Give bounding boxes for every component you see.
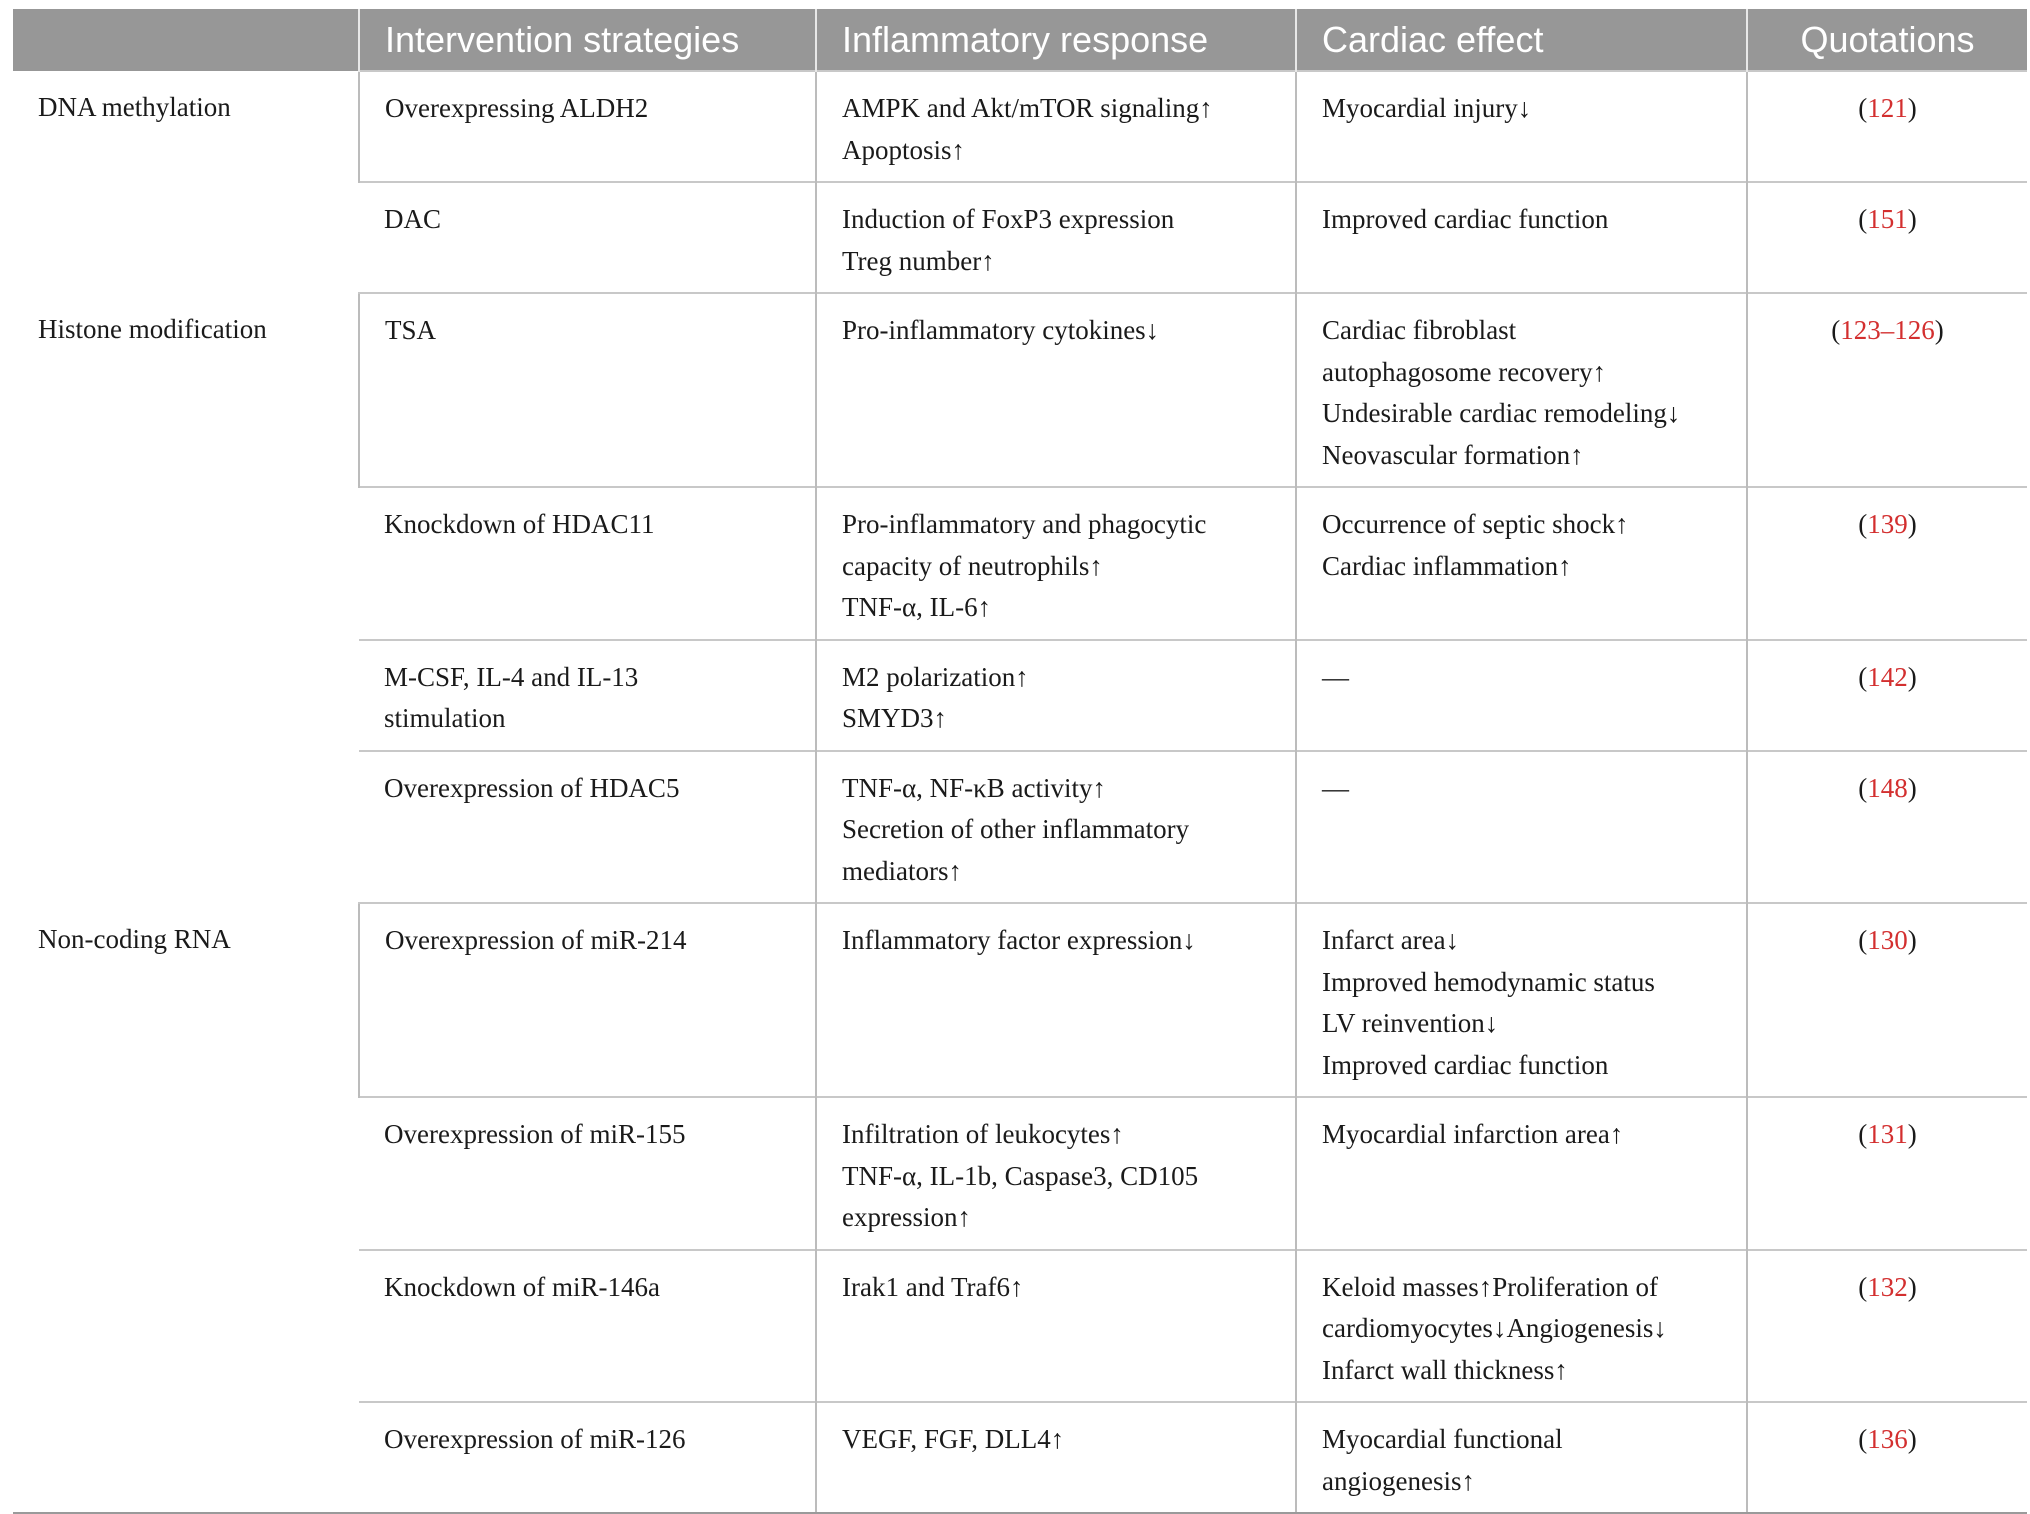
cardiac-line: Myocardial injury↓: [1322, 93, 1532, 123]
quotation-cell: [1747, 640, 2027, 751]
cardiac-cell: [1296, 903, 1747, 1097]
cardiac-line: Occurrence of septic shock↑: [1322, 509, 1629, 539]
inflammatory-line: Secretion of other inflammatory: [842, 814, 1190, 844]
category-cell: [13, 71, 359, 293]
inflammatory-line: Pro-inflammatory and phagocytic: [842, 509, 1207, 539]
strategy-cell: [359, 71, 816, 182]
inflammatory-cell: [816, 640, 1296, 751]
cardiac-cell: [1296, 751, 1747, 904]
quotation-cell: [1747, 751, 2027, 904]
inflammatory-cell: [816, 1402, 1296, 1512]
cardiac-cell: [1296, 640, 1747, 751]
cardiac-cell: [1296, 1097, 1747, 1250]
quotation-cell: [1747, 1402, 2027, 1512]
paren-close: ): [1907, 1424, 1917, 1454]
inflammatory-line: mediators↑: [842, 855, 962, 886]
reference-link[interactable]: 139: [1867, 509, 1908, 539]
inflammatory-line: Pro-inflammatory cytokines↓: [842, 315, 1160, 345]
inflammatory-cell: [816, 751, 1296, 904]
intervention-table: [13, 9, 2027, 1512]
strategy-line: M-CSF, IL-4 and IL-13: [384, 661, 639, 692]
reference-link[interactable]: 151: [1867, 204, 1908, 234]
quotation-cell: [1747, 293, 2027, 487]
header-cardiac-effect: Cardiac effect: [1296, 9, 1747, 71]
inflammatory-line: TNF-α, IL-6↑: [842, 592, 992, 622]
table-row: [13, 71, 2027, 182]
strategy-line: Knockdown of miR-146a: [384, 1271, 660, 1302]
paren-open: (: [1858, 204, 1868, 234]
cardiac-cell: [1296, 1250, 1747, 1403]
cardiac-cell: [1296, 293, 1747, 487]
cardiac-line: angiogenesis↑: [1322, 1465, 1475, 1496]
inflammatory-line: AMPK and Akt/mTOR signaling↑: [842, 93, 1213, 123]
reference-link[interactable]: 136: [1867, 1424, 1908, 1454]
reference-link[interactable]: 121: [1867, 93, 1908, 123]
cardiac-line: autophagosome recovery↑: [1322, 356, 1607, 387]
inflammatory-cell: [816, 487, 1296, 640]
cardiac-line: Undesirable cardiac remodeling↓: [1322, 398, 1681, 428]
quotation-cell: [1747, 1097, 2027, 1250]
paren-open: (: [1858, 509, 1868, 539]
header-category: [13, 9, 359, 71]
cardiac-line: Neovascular formation↑: [1322, 439, 1584, 470]
cardiac-line: Cardiac fibroblast: [1322, 315, 1517, 345]
cardiac-line: Myocardial functional: [1322, 1424, 1563, 1454]
cardiac-line: cardiomyocytes↓Angiogenesis↓: [1322, 1313, 1667, 1343]
category-label: DNA methylation: [38, 92, 231, 122]
header-inflammatory-response: Inflammatory response: [816, 9, 1296, 71]
inflammatory-line: capacity of neutrophils↑: [842, 550, 1103, 581]
paren-close: ): [1907, 204, 1917, 234]
strategy-cell: [359, 751, 816, 904]
strategy-line: TSA: [385, 315, 437, 345]
inflammatory-line: expression↑: [842, 1202, 971, 1232]
reference-link[interactable]: 130: [1867, 925, 1908, 955]
data-table-container: [13, 9, 2027, 1514]
strategy-line: Overexpression of HDAC5: [384, 772, 680, 803]
cardiac-line: Improved hemodynamic status: [1322, 966, 1655, 997]
inflammatory-line: Infiltration of leukocytes↑: [842, 1119, 1124, 1149]
paren-close: ): [1907, 925, 1917, 955]
inflammatory-line: Irak1 and Traf6↑: [842, 1271, 1024, 1302]
strategy-cell: [359, 1097, 816, 1250]
strategy-line: Overexpressing ALDH2: [385, 93, 649, 123]
paren-close: ): [1907, 509, 1917, 539]
category-cell: [13, 903, 359, 1512]
paren-open: (: [1858, 772, 1868, 803]
header-quotations: Quotations: [1747, 9, 2027, 71]
cardiac-line: Infarct wall thickness↑: [1322, 1354, 1568, 1385]
strategy-cell: [359, 903, 816, 1097]
paren-open: (: [1858, 93, 1868, 123]
table-header-row: [13, 9, 2027, 71]
cardiac-line: Improved cardiac function: [1322, 1049, 1609, 1080]
inflammatory-line: VEGF, FGF, DLL4↑: [842, 1424, 1065, 1454]
inflammatory-line: M2 polarization↑: [842, 661, 1029, 692]
strategy-cell: [359, 1250, 816, 1403]
cardiac-line: Myocardial infarction area↑: [1322, 1119, 1624, 1149]
cardiac-line: —: [1322, 772, 1349, 803]
inflammatory-cell: [816, 293, 1296, 487]
strategy-cell: [359, 640, 816, 751]
inflammatory-line: TNF-α, IL-1b, Caspase3, CD105: [842, 1160, 1199, 1191]
paren-close: ): [1934, 315, 1944, 345]
inflammatory-cell: [816, 903, 1296, 1097]
reference-link[interactable]: 148: [1867, 772, 1908, 803]
strategy-cell: [359, 293, 816, 487]
cardiac-cell: [1296, 71, 1747, 182]
paren-close: ): [1907, 1271, 1917, 1302]
quotation-cell: [1747, 182, 2027, 293]
table-row: [13, 903, 2027, 1097]
strategy-cell: [359, 1402, 816, 1512]
cardiac-line: —: [1322, 661, 1349, 692]
quotation-cell: [1747, 487, 2027, 640]
reference-link[interactable]: 131: [1867, 1119, 1908, 1149]
cardiac-line: Keloid masses↑Proliferation of: [1322, 1271, 1658, 1302]
reference-link[interactable]: 123–126: [1840, 315, 1935, 345]
strategy-line: DAC: [384, 204, 442, 234]
quotation-cell: [1747, 903, 2027, 1097]
cardiac-line: Improved cardiac function: [1322, 204, 1609, 234]
inflammatory-line: Apoptosis↑: [842, 134, 966, 165]
category-label: Non-coding RNA: [38, 924, 231, 954]
inflammatory-cell: [816, 1097, 1296, 1250]
table-row: [13, 293, 2027, 487]
paren-open: (: [1858, 1271, 1868, 1302]
strategy-line: Overexpression of miR-155: [384, 1119, 686, 1149]
inflammatory-line: Induction of FoxP3 expression: [842, 204, 1175, 234]
paren-close: ): [1907, 1119, 1917, 1149]
cardiac-line: LV reinvention↓: [1322, 1008, 1499, 1038]
cardiac-line: Cardiac inflammation↑: [1322, 550, 1572, 581]
quotation-cell: [1747, 1250, 2027, 1403]
paren-open: (: [1858, 1424, 1868, 1454]
inflammatory-cell: [816, 71, 1296, 182]
cardiac-cell: [1296, 182, 1747, 293]
strategy-cell: [359, 182, 816, 293]
paren-open: (: [1858, 925, 1868, 955]
inflammatory-line: SMYD3↑: [842, 703, 948, 733]
paren-close: ): [1907, 661, 1917, 692]
reference-link[interactable]: 132: [1867, 1271, 1908, 1302]
strategy-line: Knockdown of HDAC11: [384, 509, 655, 539]
paren-close: ): [1907, 93, 1917, 123]
strategy-line: Overexpression of miR-214: [385, 925, 687, 955]
strategy-cell: [359, 487, 816, 640]
table-body: [13, 71, 2027, 1512]
paren-close: ): [1907, 772, 1917, 803]
inflammatory-cell: [816, 1250, 1296, 1403]
inflammatory-line: TNF-α, NF-κB activity↑: [842, 772, 1106, 803]
strategy-line: stimulation: [384, 703, 506, 733]
cardiac-cell: [1296, 1402, 1747, 1512]
cardiac-line: Infarct area↓: [1322, 925, 1460, 955]
category-cell: [13, 293, 359, 903]
inflammatory-cell: [816, 182, 1296, 293]
inflammatory-line: Inflammatory factor expression↓: [842, 925, 1196, 955]
paren-open: (: [1831, 315, 1841, 345]
category-label: Histone modification: [38, 314, 267, 344]
paren-open: (: [1858, 661, 1868, 692]
paren-open: (: [1858, 1119, 1868, 1149]
cardiac-cell: [1296, 487, 1747, 640]
strategy-line: Overexpression of miR-126: [384, 1424, 686, 1454]
header-intervention-strategies: Intervention strategies: [359, 9, 816, 71]
quotation-cell: [1747, 71, 2027, 182]
inflammatory-line: Treg number↑: [842, 245, 995, 276]
reference-link[interactable]: 142: [1867, 661, 1908, 692]
